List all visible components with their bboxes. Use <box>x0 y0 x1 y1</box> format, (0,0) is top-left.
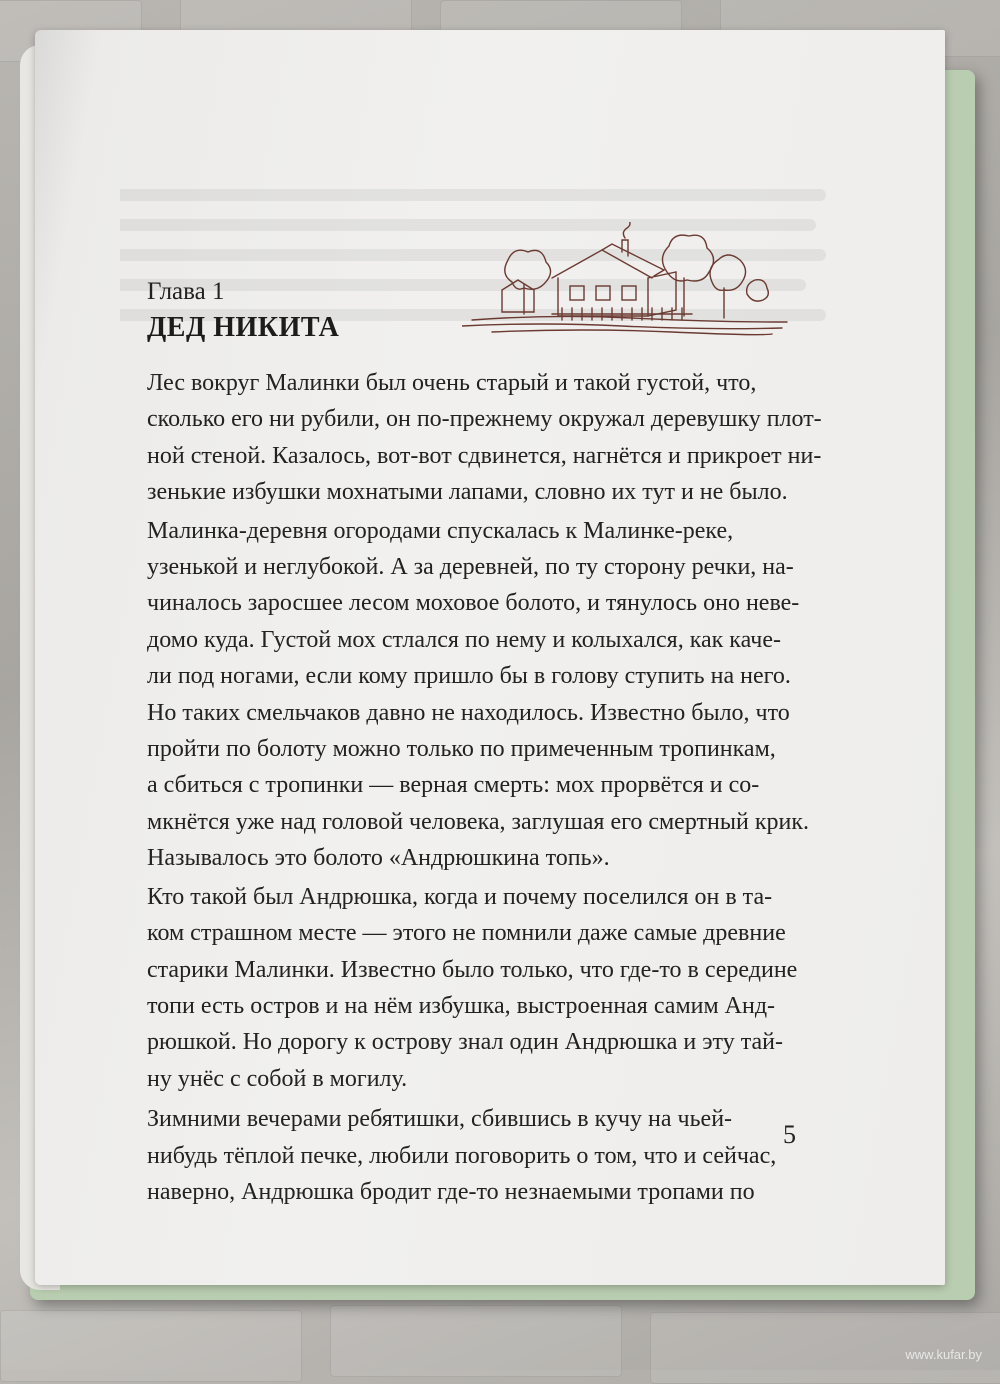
body-text <box>147 365 822 1210</box>
text-line: чиналось заросшее лесом моховое болото, и тянулось оно неве- <box>147 590 800 617</box>
text-line: сколько его ни рубили, он по-прежнему окружал деревушку плот- <box>147 406 822 433</box>
text-line: домо куда. Густой мох стлался по нему и колыхался, как каче- <box>147 626 782 653</box>
text-line: ной стеной. Казалось, вот-вот сдвинется, нагнётся и прикроет ни- <box>147 442 822 469</box>
text-line: мкнётся уже над головой человека, заглушая его смертный крик. <box>147 808 809 835</box>
text-line: наверно, Андрюшка бродит где-то незнаемыми тропами по <box>147 1178 755 1205</box>
text-line: узенькой и неглубокой. А за деревней, по ту сторону речки, на- <box>147 554 794 581</box>
text-line: Называлось это болото «Андрюшкина топь». <box>147 845 610 872</box>
chapter-number: Глава 1 <box>147 278 225 305</box>
text-line: ком страшном месте — этого не помнили даже самые древние <box>147 920 786 947</box>
text-line: Зимними вечерами ребятишки, сбившись в кучу на чьей- <box>147 1106 733 1133</box>
text-line: Кто такой был Андрюшка, когда и почему поселился он в та- <box>147 883 773 910</box>
text-line: нибудь тёплой печке, любили поговорить о том, что и сейчас, <box>147 1142 777 1169</box>
text-line: ну унёс с собой в могилу. <box>147 1065 408 1092</box>
text-line: а сбиться с тропинки — верная смерть: мох прорвётся и со- <box>147 772 760 799</box>
village-house-illustration <box>462 222 792 342</box>
text-line: пройти по болоту можно только по примеченным тропинкам, <box>147 736 776 763</box>
watermark: www.kufar.by <box>905 1347 982 1362</box>
chapter-title: ДЕД НИКИТА <box>147 312 340 343</box>
text-line: топи есть остров и на нём избушка, выстроенная самим Анд- <box>147 992 776 1019</box>
text-line: старики Малинки. Известно было только, что где-то в середине <box>147 956 798 983</box>
text-line: ли под ногами, если кому пришло бы в голову ступить на него. <box>147 663 791 690</box>
brick <box>0 1310 302 1382</box>
text-line: Малинка-деревня огородами спускалась к Малинке-реке, <box>147 517 734 544</box>
page-number: 5 <box>783 1120 796 1149</box>
text-line: Но таких смельчаков давно не находилось. Известно было, что <box>147 699 790 726</box>
text-line: зенькие избушки мохнатыми лапами, словно их тут и не было. <box>147 479 788 506</box>
text-line: Лес вокруг Малинки был очень старый и такой густой, что, <box>147 370 757 396</box>
text-line: рюшкой. Но дорогу к острову знал один Андрюшка и эту тай- <box>147 1029 783 1056</box>
brick <box>330 1305 622 1377</box>
